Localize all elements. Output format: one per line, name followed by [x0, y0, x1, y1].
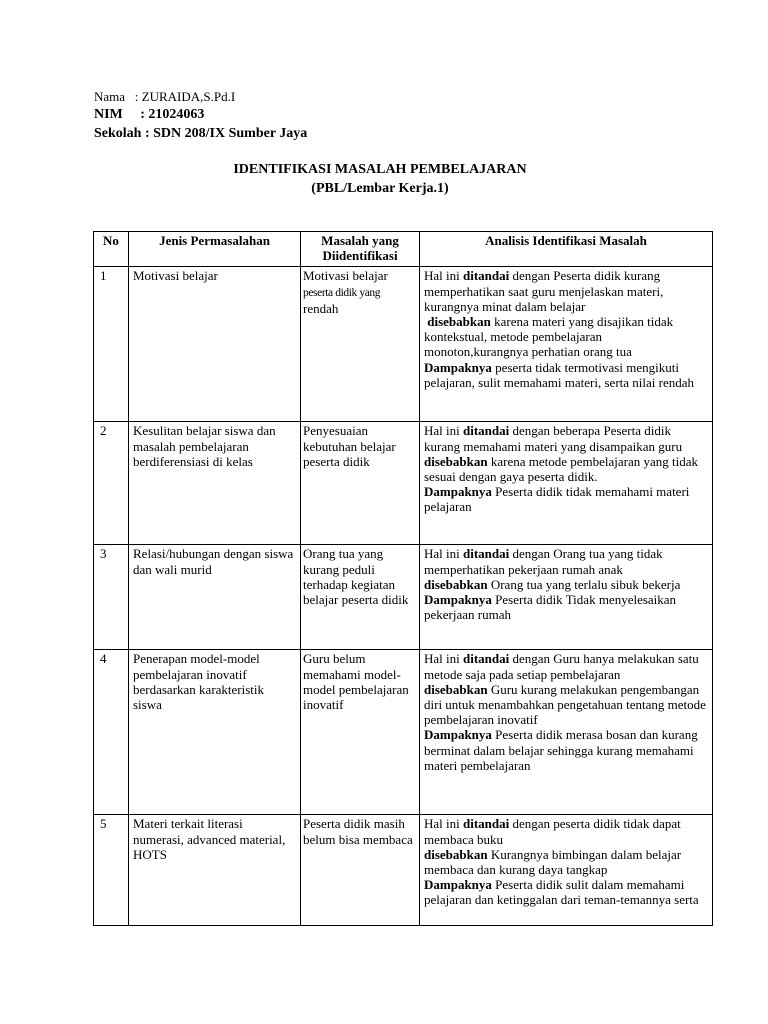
table-row — [94, 422, 713, 545]
keyword-dampaknya: Dampaknya — [424, 359, 492, 375]
header-analisis: Analisis Identifikasi Masalah — [420, 232, 713, 267]
keyword-ditandai: ditandai — [463, 546, 510, 562]
keyword-dampaknya: Dampaknya — [424, 484, 492, 500]
keyword-dampaknya: Dampaknya — [424, 727, 492, 743]
analisis-text: Peserta didik merasa bosan dan kurang berminat dalam belajar sehingga kurang memahami materi pembelajaran — [424, 727, 698, 773]
keyword-ditandai: ditandai — [463, 268, 510, 284]
keyword-ditandai: ditandai — [463, 816, 510, 832]
analisis-text: Hal ini — [424, 423, 463, 439]
analisis-text: dengan peserta didik tidak dapat membaca buku — [424, 816, 681, 847]
cell-analisis — [420, 267, 713, 422]
school-line: Sekolah : SDN 208/IX Sumber Jaya — [94, 126, 308, 141]
analisis-text: karena metode pembelajaran yang tidak sesuai dengan gaya peserta didik. — [424, 453, 699, 485]
analisis-text: Hal ini — [424, 651, 463, 667]
masalah-text: Motivasi belajar — [303, 268, 388, 284]
cell-analisis — [420, 545, 713, 650]
keyword-disebabkan: disebabkan — [424, 846, 488, 862]
cell-jenis: Penerapan model-model pembelajaran inovatif berdasarkan karakteristik siswa — [129, 650, 301, 815]
analisis-text: Kurangnya bimbingan dalam belajar membaca dan kurang daya tangkap — [424, 846, 682, 878]
cell-jenis: Kesulitan belajar siswa dan masalah pembelajaran berdiferensiasi di kelas — [129, 422, 301, 545]
keyword-disebabkan: disebabkan — [424, 681, 488, 697]
header-jenis: Jenis Permasalahan — [129, 232, 301, 267]
cell-analisis — [420, 422, 713, 545]
cell-jenis: Relasi/hubungan dengan siswa dan wali murid — [129, 545, 301, 650]
problem-identification-table — [93, 231, 713, 926]
page-title: IDENTIFIKASI MASALAH PEMBELAJARAN — [233, 162, 527, 177]
page-subtitle: (PBL/Lembar Kerja.1) — [311, 181, 449, 196]
cell-no: 5 — [94, 815, 129, 926]
table-row — [94, 545, 713, 650]
analisis-text: peserta tidak termotivasi mengikuti pelajaran, sulit memahami materi, serta nilai rendah — [424, 359, 695, 390]
analisis-text: Peserta didik sulit dalam memahami pelajaran dan ketinggalan dari teman-temannya serta — [424, 877, 699, 908]
keyword-disebabkan: disebabkan — [427, 314, 491, 330]
cell-no: 2 — [94, 422, 129, 545]
analisis-text: dengan Peserta didik kurang memperhatikan saat guru menjelaskan materi, kurangnya minat dalam belajar — [424, 268, 664, 314]
cell-masalah — [301, 267, 420, 422]
table-header-row — [94, 232, 713, 267]
cell-masalah: Guru belum memahami model-model pembelajaran inovatif — [301, 650, 420, 815]
analisis-text: Guru kurang melakukan pengembangan diri untuk menambahkan pengetahuan tentang metode pembelajaran inovatif — [424, 681, 706, 728]
header-no: No — [94, 232, 129, 267]
cell-analisis — [420, 650, 713, 815]
keyword-dampaknya: Dampaknya — [424, 592, 492, 608]
table-row — [94, 815, 713, 926]
keyword-ditandai: ditandai — [463, 423, 510, 439]
analisis-text: dengan Orang tua yang tidak memperhatikan pekerjaan rumah anak — [424, 546, 663, 577]
analisis-text: dengan Guru hanya melakukan satu metode saja pada setiap pembelajaran — [424, 651, 699, 682]
keyword-disebabkan: disebabkan — [424, 453, 488, 469]
analisis-text: karena materi yang disajikan tidak kontekstual, metode pembelajaran monoton,kurangnya perhatian orang tua — [424, 314, 674, 360]
masalah-text: rendah — [303, 300, 339, 316]
cell-masalah: Peserta didik masih belum bisa membaca — [301, 815, 420, 926]
analisis-text: Hal ini — [424, 816, 463, 832]
masalah-text: peserta didik yang — [303, 286, 381, 299]
keyword-disebabkan: disebabkan — [424, 576, 488, 592]
name-line: Nama : ZURAIDA,S.Pd.I — [94, 89, 236, 104]
header-masalah: Masalah yang Diidentifikasi — [301, 232, 420, 267]
table-row — [94, 267, 713, 422]
cell-jenis: Motivasi belajar — [129, 267, 301, 422]
cell-no: 4 — [94, 650, 129, 815]
analisis-text: Peserta didik tidak memahami materi pelajaran — [424, 484, 690, 515]
keyword-dampaknya: Dampaknya — [424, 877, 492, 893]
analisis-text: Orang tua yang terlalu sibuk bekerja — [487, 576, 681, 592]
keyword-ditandai: ditandai — [463, 651, 510, 667]
table-row — [94, 650, 713, 815]
cell-jenis: Materi terkait literasi numerasi, advanced material, HOTS — [129, 815, 301, 926]
identity-block — [94, 88, 694, 143]
cell-no: 3 — [94, 545, 129, 650]
nim-line: NIM : 21024063 — [94, 107, 205, 122]
analisis-text: Peserta didik Tidak menyelesaikan pekerjaan rumah — [424, 592, 677, 623]
cell-masalah: Orang tua yang kurang peduli terhadap kegiatan belajar peserta didik — [301, 545, 420, 650]
analisis-text: dengan beberapa Peserta didik kurang memahami materi yang disampaikan guru — [424, 423, 683, 454]
cell-masalah: Penyesuaian kebutuhan belajar peserta didik — [301, 422, 420, 545]
cell-no: 1 — [94, 267, 129, 422]
title-block — [0, 160, 760, 198]
analisis-text: Hal ini — [424, 546, 463, 562]
analisis-text: Hal ini — [424, 268, 463, 284]
cell-analisis — [420, 815, 713, 926]
